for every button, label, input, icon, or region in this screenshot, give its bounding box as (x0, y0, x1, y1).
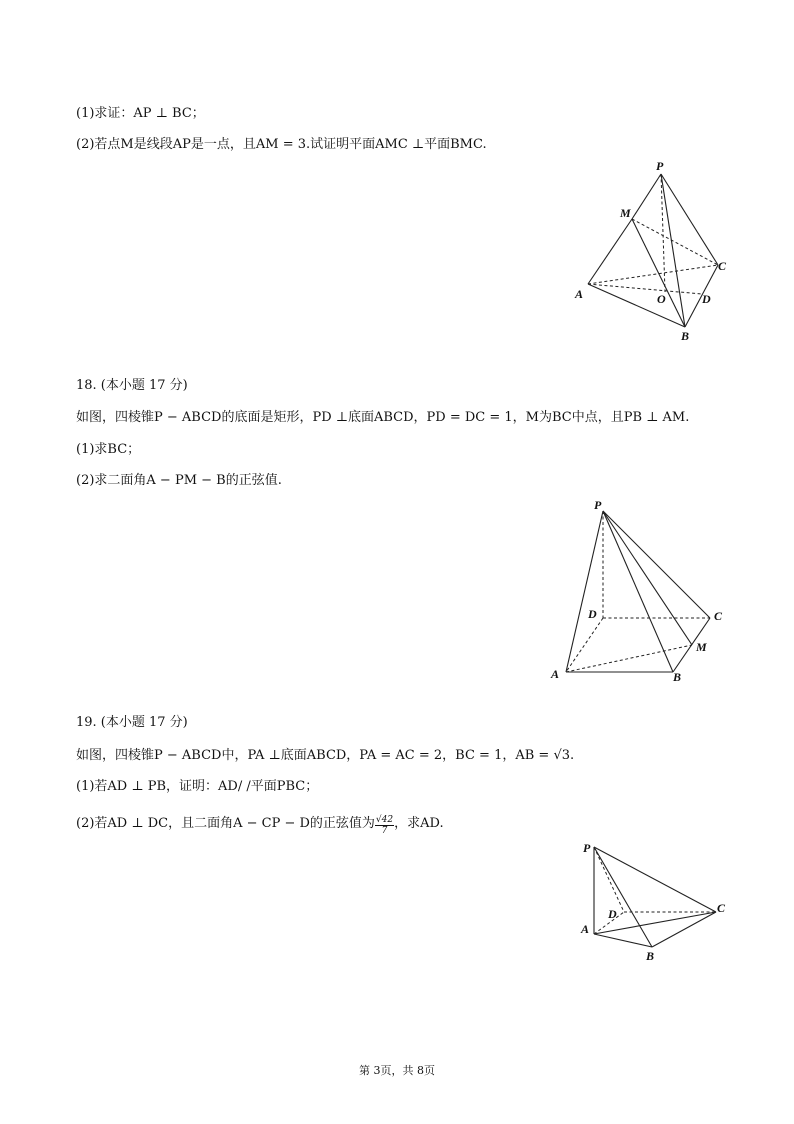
q18-label-P: P (594, 498, 602, 512)
q19-fraction-denominator: 7 (381, 826, 388, 836)
q19-stem: 如图，四棱锥P − ABCD中，PA ⊥底面ABCD，PA = AC = 2，BC = 1，AB = √3. (76, 748, 575, 763)
q18-label-B: B (673, 670, 682, 684)
q17-part2: (2)若点M是线段AP是一点，且AM = 3.试证明平面AMC ⊥平面BMC. (76, 137, 487, 152)
q19-label-B: B (646, 949, 655, 963)
q19-part2-tail: ，求AD. (394, 816, 444, 831)
q17-label-O: O (657, 292, 666, 306)
q18-heading: 18. (本小题 17 分) (76, 378, 188, 393)
q19-part1: (1)若AD ⊥ PB，证明：AD/ /平面PBC； (76, 779, 319, 794)
q18-stem: 如图，四棱锥P − ABCD的底面是矩形，PD ⊥底面ABCD，PD = DC = 1，M为BC中点，且PB ⊥ AM. (76, 410, 690, 425)
q19-label-A: A (581, 922, 590, 936)
q19-heading: 19. (本小题 17 分) (76, 715, 188, 730)
q18-label-D: D (588, 607, 597, 621)
q17-part1: (1)求证：AP ⊥ BC； (76, 106, 205, 121)
q18-label-C: C (714, 609, 723, 623)
q17-label-A: A (575, 287, 584, 301)
q17-label-D: D (702, 292, 711, 306)
q17-label-B: B (681, 329, 690, 343)
q19-label-P: P (583, 841, 591, 855)
q19-fraction-numerator: √42 (375, 815, 394, 825)
page-footer: 第 3页，共 8页 (359, 1064, 435, 1077)
q17-label-C: C (718, 259, 727, 273)
q19-label-D: D (608, 907, 617, 921)
q18-part1: (1)求BC； (76, 442, 141, 457)
q17-label-P: P (656, 159, 664, 173)
q18-label-M: M (696, 640, 707, 654)
q17-label-M: M (620, 206, 631, 220)
q19-part2-text: (2)若AD ⊥ DC，且二面角A − CP − D的正弦值为 (76, 816, 375, 831)
q19-part2 (76, 815, 444, 836)
q19-label-C: C (717, 901, 726, 915)
q19-fraction (375, 815, 394, 836)
q18-part2: (2)求二面角A − PM − B的正弦值. (76, 473, 282, 488)
q18-label-A: A (551, 667, 560, 681)
